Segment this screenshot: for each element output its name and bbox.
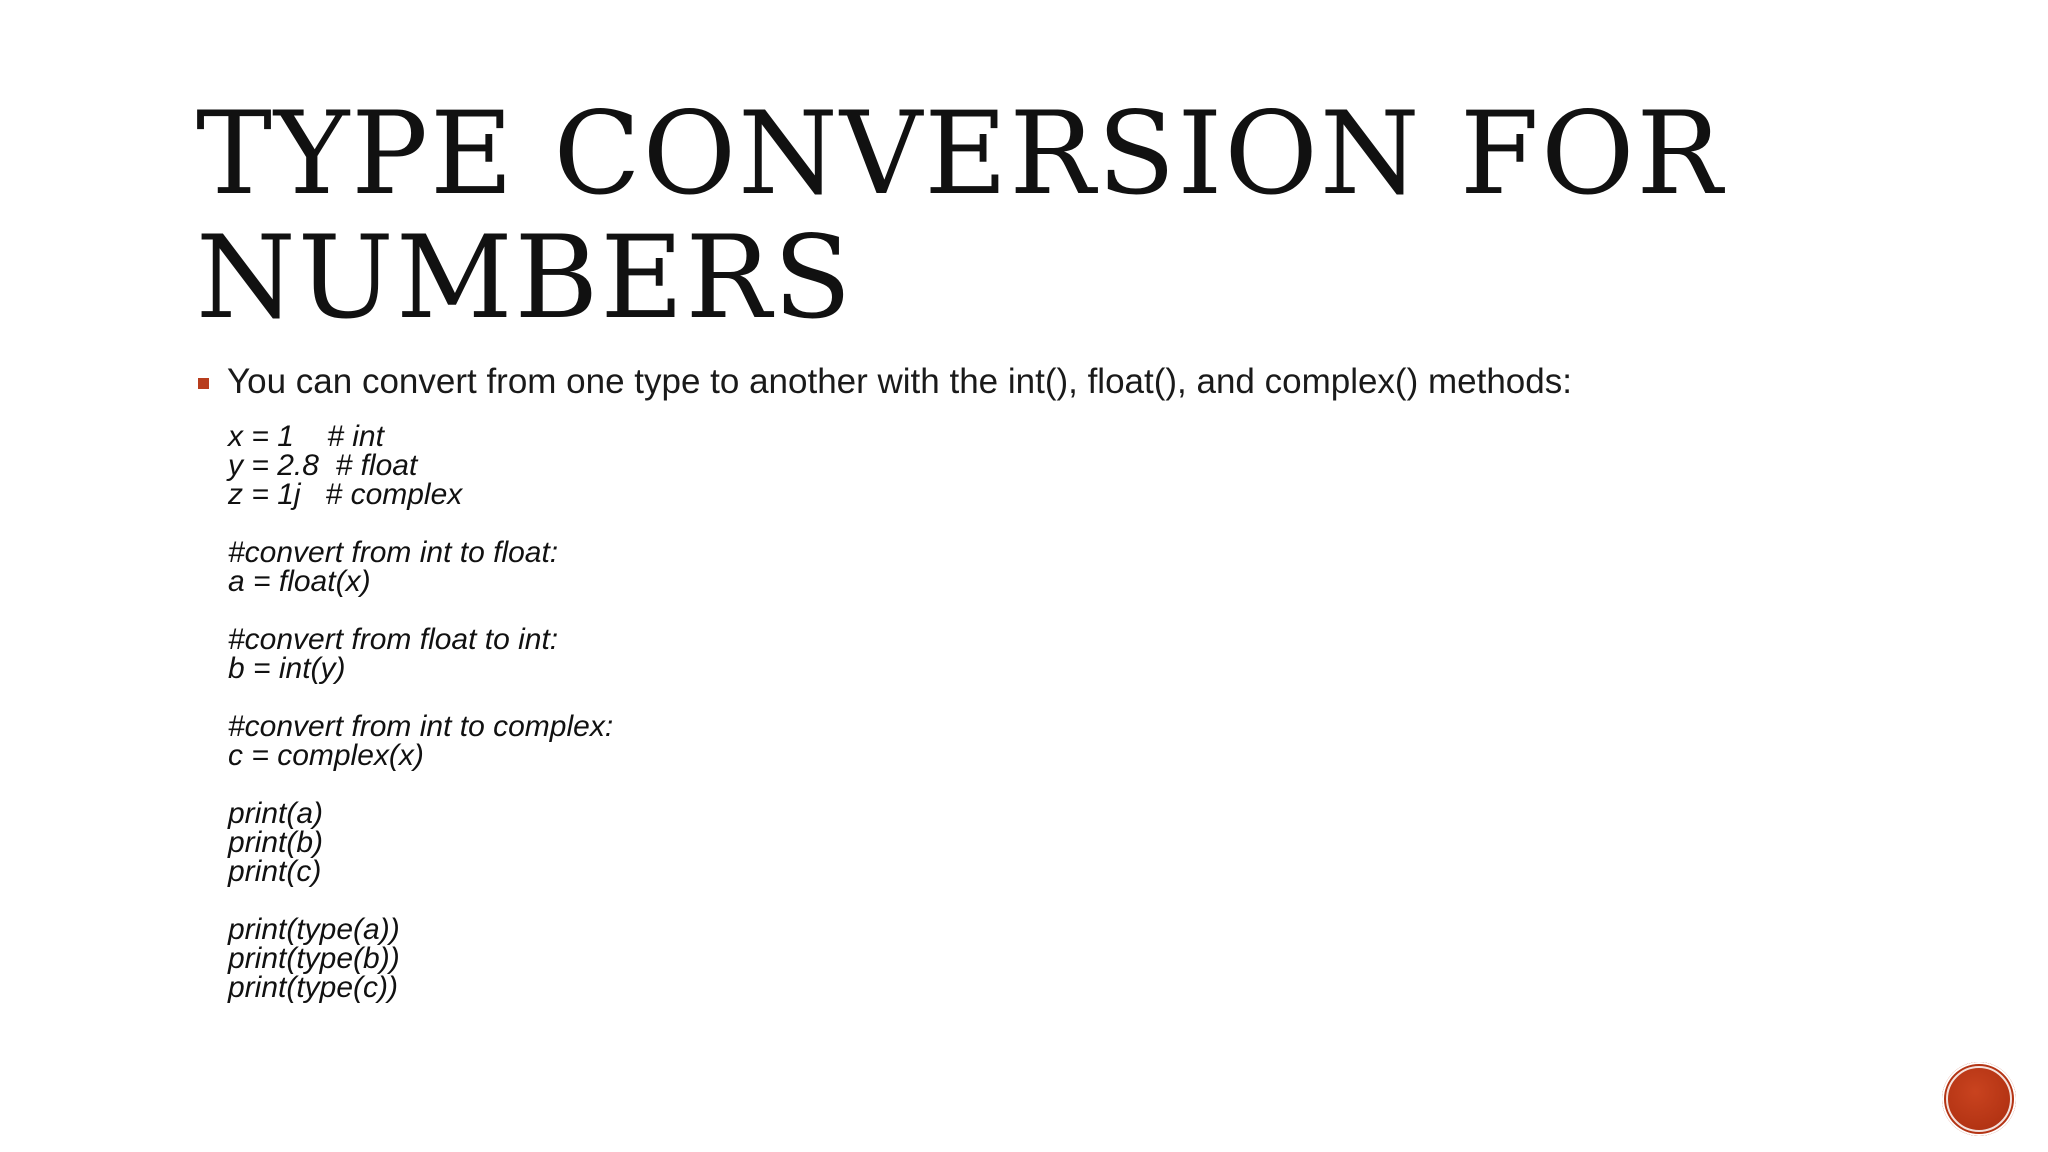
slide-title bbox=[196, 87, 1896, 344]
code-line: x = 1 # int bbox=[228, 420, 384, 453]
code-line-blank bbox=[228, 683, 613, 712]
code-line: a = float(x) bbox=[228, 565, 371, 598]
code-line: print(type(c)) bbox=[228, 971, 399, 1004]
bullet-text: You can convert from one type to another with the int(), float(), and complex() methods: bbox=[227, 362, 1572, 401]
code-line: y = 2.8 # float bbox=[228, 449, 418, 482]
code-line: c = complex(x) bbox=[228, 739, 424, 772]
code-example bbox=[228, 422, 613, 1002]
circle-badge-icon bbox=[1942, 1062, 2016, 1136]
code-line-blank bbox=[228, 770, 613, 799]
code-line: print(c) bbox=[228, 855, 322, 888]
code-line: print(type(a)) bbox=[228, 913, 400, 946]
code-line-blank bbox=[228, 886, 613, 915]
code-line: z = 1j # complex bbox=[228, 478, 463, 511]
slide-title-line-2: NUMBERS bbox=[196, 211, 854, 344]
bullet-item bbox=[198, 360, 1572, 404]
code-line: print(type(b)) bbox=[228, 942, 400, 975]
code-line: #convert from int to complex: bbox=[228, 710, 614, 743]
code-line: #convert from int to float: bbox=[228, 536, 559, 569]
code-line: print(a) bbox=[228, 797, 324, 830]
slide-title-line-1: TYPE CONVERSION FOR bbox=[196, 87, 1725, 220]
code-line: b = int(y) bbox=[228, 652, 346, 685]
square-bullet-icon bbox=[198, 378, 209, 389]
code-line-blank bbox=[228, 509, 613, 538]
code-line: #convert from float to int: bbox=[228, 623, 559, 656]
code-line-blank bbox=[228, 596, 613, 625]
badge-ring bbox=[1946, 1066, 2012, 1132]
code-line: print(b) bbox=[228, 826, 324, 859]
